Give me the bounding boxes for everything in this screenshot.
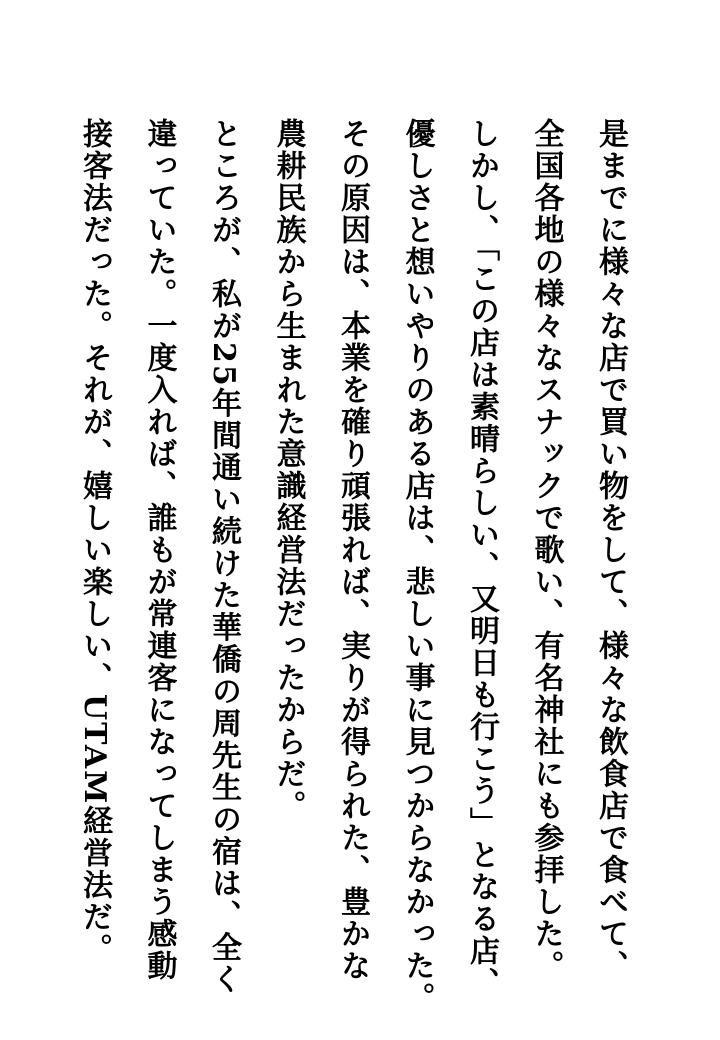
text-line-2: 全国各地の様々なスナックで歌い、有名神社にも参拝した。 [528, 118, 564, 982]
text-line-7: ところが、私が25年間通い続けた華僑の周先生の宿は、全く [206, 118, 241, 996]
vertical-text-body [62, 118, 643, 1014]
text-line-4: 優しさと想いやりのある店は、悲しい事に見つからなかった。 [399, 118, 435, 1014]
text-line-5: その原因は、本業を確り頑張れば、実りが得られた、豊かな [335, 118, 370, 982]
text-line-9: 接客法だった。それが、嬉しい楽しい、UTAM経営法だ。 [77, 118, 112, 966]
text-line-3: しかし、「この店は素晴らしい、又明日も行こう」となる店、 [464, 118, 499, 999]
text-line-1: 是までに様々な店で買い物をして、様々な飲食店で食べて、 [593, 118, 628, 982]
text-line-6: 農耕民族から生まれた意識経営法だったからだ。 [270, 118, 306, 822]
text-line-8: 違っていた。一度入れば、誰もが常連客になってしまう感動 [141, 118, 177, 982]
